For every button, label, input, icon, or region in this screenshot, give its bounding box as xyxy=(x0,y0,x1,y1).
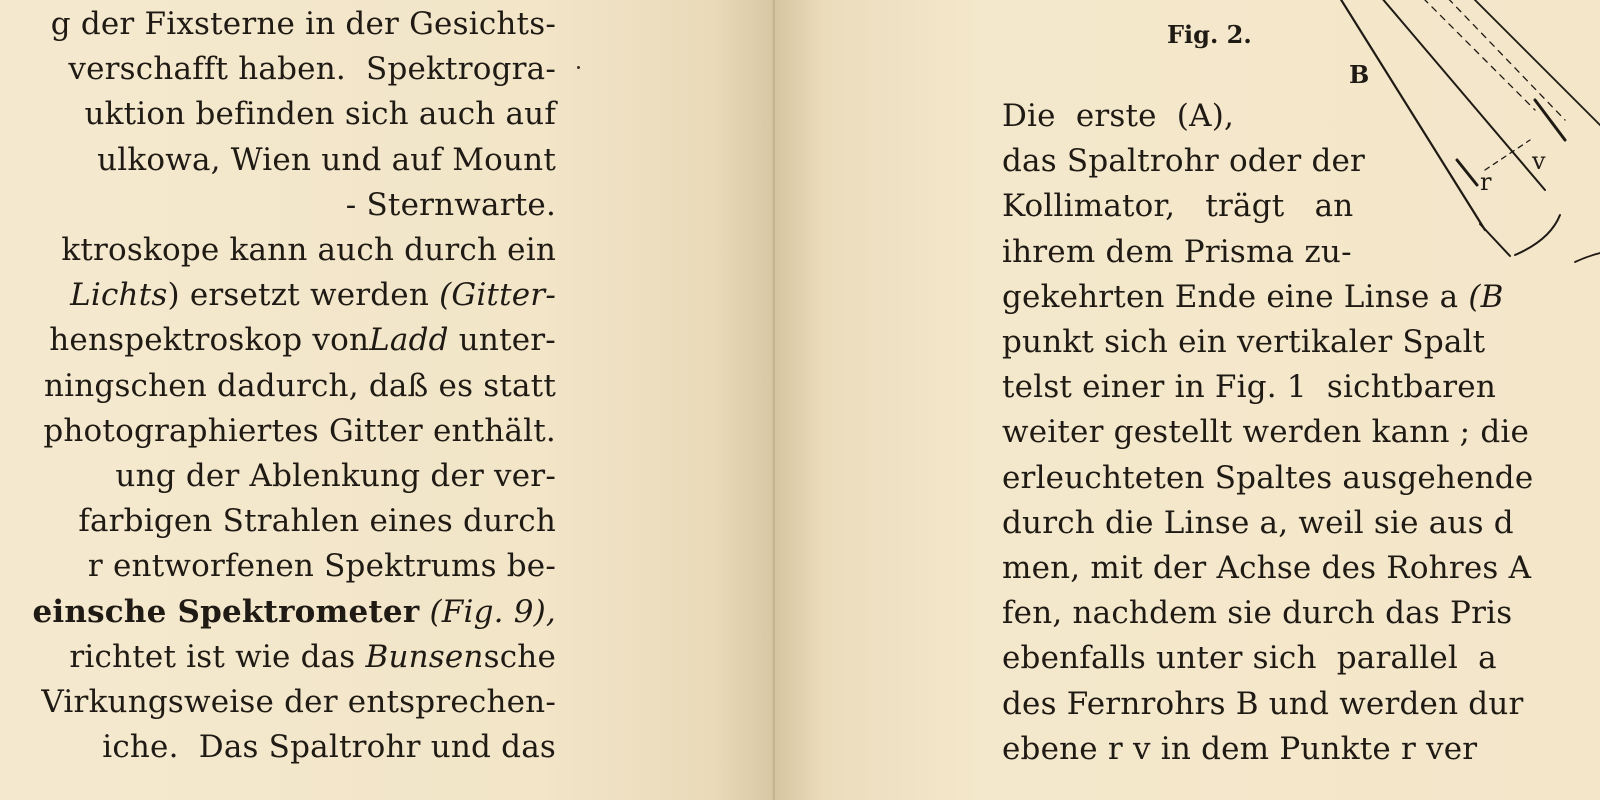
text-run: men, mit der Achse des Rohres A xyxy=(1002,550,1532,586)
text-run: - Sternwarte. xyxy=(345,186,556,223)
text-line xyxy=(1002,682,1524,726)
text-run: ihrem dem Prisma zu- xyxy=(1002,233,1352,270)
text-run: (Fig. 9), xyxy=(419,593,556,630)
figure-letter-r: r xyxy=(1480,168,1492,196)
text-line xyxy=(0,499,556,543)
text-run: farbigen Strahlen eines durch xyxy=(78,503,556,540)
text-line xyxy=(1002,636,1497,680)
text-line xyxy=(0,183,556,227)
text-run: durch die Linse a, weil sie aus d xyxy=(1002,504,1514,541)
text-run: sche xyxy=(483,638,556,675)
text-line xyxy=(0,680,556,724)
text-run: (Gitter- xyxy=(439,277,556,314)
ink-speck xyxy=(577,66,580,69)
text-run: ebene r v in dem Punkte r ver xyxy=(1002,730,1478,767)
text-run: ) ersetzt werden xyxy=(167,277,440,314)
text-line xyxy=(1002,320,1485,364)
text-line xyxy=(1002,184,1353,228)
left-book-page xyxy=(0,0,775,800)
text-line xyxy=(0,454,556,498)
text-line xyxy=(0,273,556,317)
text-line xyxy=(0,725,556,769)
text-line xyxy=(0,92,556,136)
text-line xyxy=(1002,230,1352,274)
right-page-text xyxy=(1002,0,1600,800)
text-run: photographiertes Gitter enthält. xyxy=(43,412,556,449)
text-run: r entworfenen Spektrums be- xyxy=(87,548,556,585)
text-run: das Spaltrohr oder der xyxy=(1002,143,1366,180)
text-run: uktion befinden sich auch auf xyxy=(84,96,556,133)
text-line xyxy=(0,364,556,408)
text-run: einsche Spektrometer xyxy=(32,593,420,630)
text-run: ningschen dadurch, daß es statt xyxy=(43,367,556,404)
text-line xyxy=(0,635,556,679)
text-run: (B xyxy=(1468,278,1504,315)
text-run: punkt sich ein vertikaler Spalt xyxy=(1002,324,1486,360)
text-line xyxy=(1002,139,1365,183)
text-run: Ladd xyxy=(369,322,449,359)
text-run: Lichts xyxy=(70,277,168,314)
text-run: Die erste (A), xyxy=(1002,98,1235,134)
text-line xyxy=(0,318,556,362)
text-run: g der Fixsterne in der Gesichts- xyxy=(50,6,556,42)
text-line xyxy=(0,590,556,634)
text-run: Bunsen xyxy=(365,638,484,675)
text-line xyxy=(1002,365,1496,409)
text-run: ktroskope kann auch durch ein xyxy=(61,232,556,268)
text-line xyxy=(0,138,556,182)
text-line xyxy=(1002,275,1504,319)
text-line xyxy=(1002,94,1234,138)
text-run: henspektroskop von xyxy=(49,322,370,359)
figure-letter-v: v xyxy=(1532,147,1546,175)
text-run: unter- xyxy=(448,322,556,359)
text-line xyxy=(0,544,556,588)
text-run: ulkowa, Wien und auf Mount xyxy=(97,141,556,178)
text-line xyxy=(1002,456,1533,500)
text-run: weiter gestellt werden kann ; die xyxy=(1002,414,1530,451)
text-line xyxy=(0,409,556,453)
text-run: ung der Ablenkung der ver- xyxy=(115,458,556,494)
text-run: telst einer in Fig. 1 sichtbaren xyxy=(1002,369,1496,406)
figure-letter-b: B xyxy=(1349,60,1370,89)
text-run: des Fernrohrs B und werden dur xyxy=(1002,685,1524,722)
left-page-text xyxy=(0,0,556,800)
text-line xyxy=(1002,546,1531,590)
text-line xyxy=(1002,501,1514,545)
text-line xyxy=(0,228,556,272)
text-run: Virkungsweise der entsprechen- xyxy=(41,684,556,720)
text-run: richtet ist wie das xyxy=(69,638,366,675)
text-run: erleuchteten Spaltes ausgehende xyxy=(1002,459,1534,496)
text-line xyxy=(0,47,556,91)
text-run: verschafft haben. Spektrogra- xyxy=(68,51,556,88)
text-run: Kollimator, trägt an xyxy=(1002,188,1354,225)
text-line xyxy=(0,2,556,46)
text-line xyxy=(1002,727,1477,771)
text-line xyxy=(1002,591,1512,635)
text-line xyxy=(1002,410,1529,454)
text-run: iche. Das Spaltrohr und das xyxy=(102,729,556,766)
text-run: gekehrten Ende eine Linse a xyxy=(1002,278,1469,315)
text-run: ebenfalls unter sich parallel a xyxy=(1002,640,1497,677)
right-book-page xyxy=(775,0,1600,800)
figure-label: Fig. 2. xyxy=(1167,20,1252,49)
text-run: fen, nachdem sie durch das Pris xyxy=(1002,595,1513,632)
